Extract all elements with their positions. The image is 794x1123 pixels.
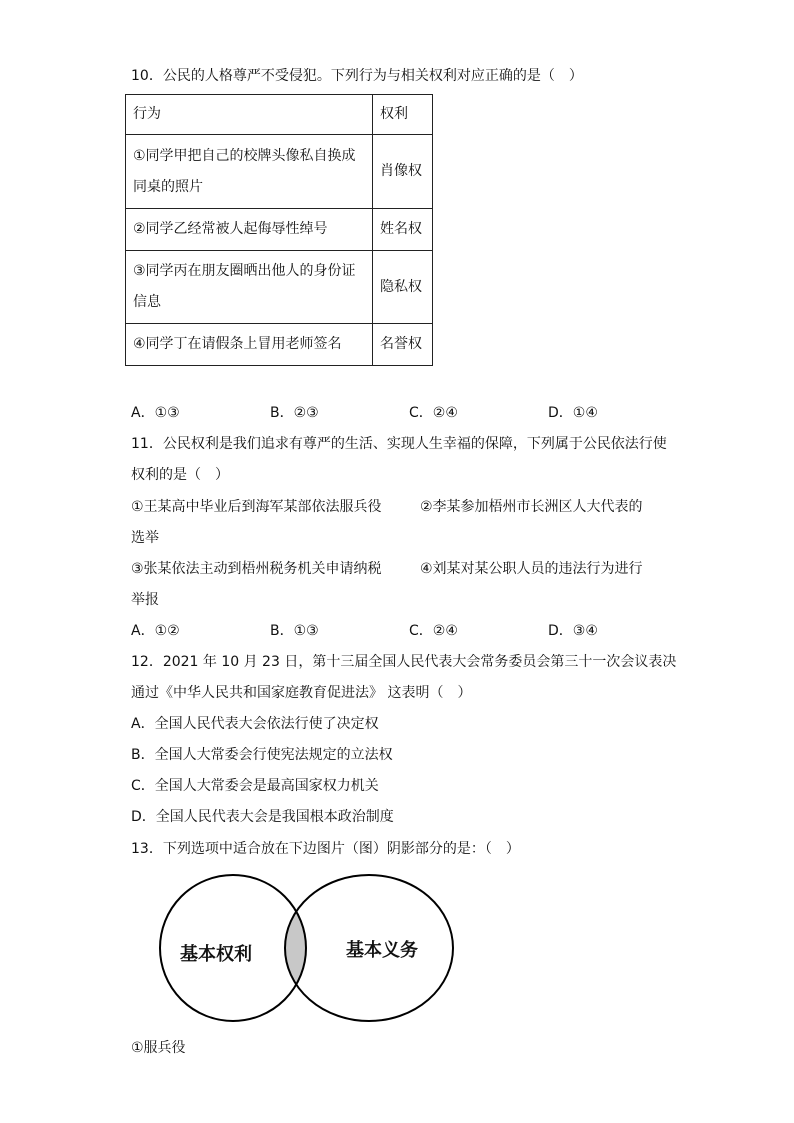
q10-option-d[interactable]: D．①④: [548, 405, 598, 421]
table-cell-right: 隐私权: [373, 251, 433, 324]
table-header-right: 权利: [373, 95, 433, 135]
q11-stem-line2: 权利的是（ ）: [131, 467, 229, 483]
table-cell-act: [126, 135, 373, 209]
q13-item-1: ①服兵役: [131, 1040, 186, 1056]
cell-text: 同桌的照片: [133, 178, 203, 195]
q12-option-b[interactable]: B．全国人大常委会行使宪法规定的立法权: [131, 747, 393, 763]
q11-option-c[interactable]: C．②④: [409, 623, 458, 639]
q11-item-2: ②李某参加梧州市长洲区人大代表的: [420, 499, 643, 515]
table-row: [126, 135, 433, 209]
venn-diagram: [150, 865, 460, 1030]
venn-right-label: 基本义务: [346, 940, 418, 961]
table-row: [126, 209, 433, 251]
q13-stem: 13．下列选项中适合放在下边图片（图）阴影部分的是：（ ）: [131, 841, 520, 857]
q11-item-4: ④刘某对某公职人员的违法行为进行: [420, 561, 643, 577]
table-row: [126, 251, 433, 324]
table-header-act: 行为: [126, 95, 373, 135]
table-cell-act: ④同学丁在请假条上冒用老师签名: [126, 324, 373, 366]
table-cell-right: 肖像权: [373, 135, 433, 209]
q12-option-d[interactable]: D．全国人民代表大会是我国根本政治制度: [131, 809, 394, 825]
q10-option-c[interactable]: C．②④: [409, 405, 458, 421]
cell-text: ③同学丙在朋友圈晒出他人的身份证: [133, 263, 356, 279]
q12-option-c[interactable]: C．全国人大常委会是最高国家权力机关: [131, 778, 379, 794]
q10-table: [125, 94, 433, 366]
table-cell-right: 姓名权: [373, 209, 433, 251]
q11-stem-line1: 11．公民权利是我们追求有尊严的生活、实现人生幸福的保障，下列属于公民依法行使: [131, 436, 667, 452]
q11-item-1: ①王某高中毕业后到海军某部依法服兵役: [131, 499, 382, 515]
table-cell-act: [126, 251, 373, 324]
cell-text: 信息: [133, 294, 161, 310]
q10-option-a[interactable]: A．①③: [131, 405, 180, 421]
q12-stem-line1: 12．2021 年 10 月 23 日，第十三届全国人民代表大会常务委员会第三十一次会议表决: [131, 654, 677, 670]
cell-text: ①同学甲把自己的校牌头像私自换成: [133, 147, 356, 164]
q12-option-a[interactable]: A．全国人民代表大会依法行使了决定权: [131, 716, 379, 732]
q11-item-3: ③张某依法主动到梧州税务机关申请纳税: [131, 561, 382, 577]
q12-stem-line2: 通过《中华人民共和国家庭教育促进法》 这表明（ ）: [131, 685, 472, 701]
q10-option-b[interactable]: B．②③: [270, 405, 319, 421]
venn-left-label: 基本权利: [180, 944, 252, 965]
table-cell-act: ②同学乙经常被人起侮辱性绰号: [126, 209, 373, 251]
q11-item-2-cont: 选举: [131, 530, 159, 546]
q11-option-a[interactable]: A．①②: [131, 623, 180, 639]
q10-stem: 10．公民的人格尊严不受侵犯。下列行为与相关权利对应正确的是（ ）: [131, 68, 583, 84]
table-cell-right: 名誉权: [373, 324, 433, 366]
q11-option-d[interactable]: D．③④: [548, 623, 598, 639]
q11-option-b[interactable]: B．①③: [270, 623, 319, 639]
table-row: [126, 324, 433, 366]
table-row: [126, 95, 433, 135]
q11-item-4-cont: 举报: [131, 592, 159, 608]
